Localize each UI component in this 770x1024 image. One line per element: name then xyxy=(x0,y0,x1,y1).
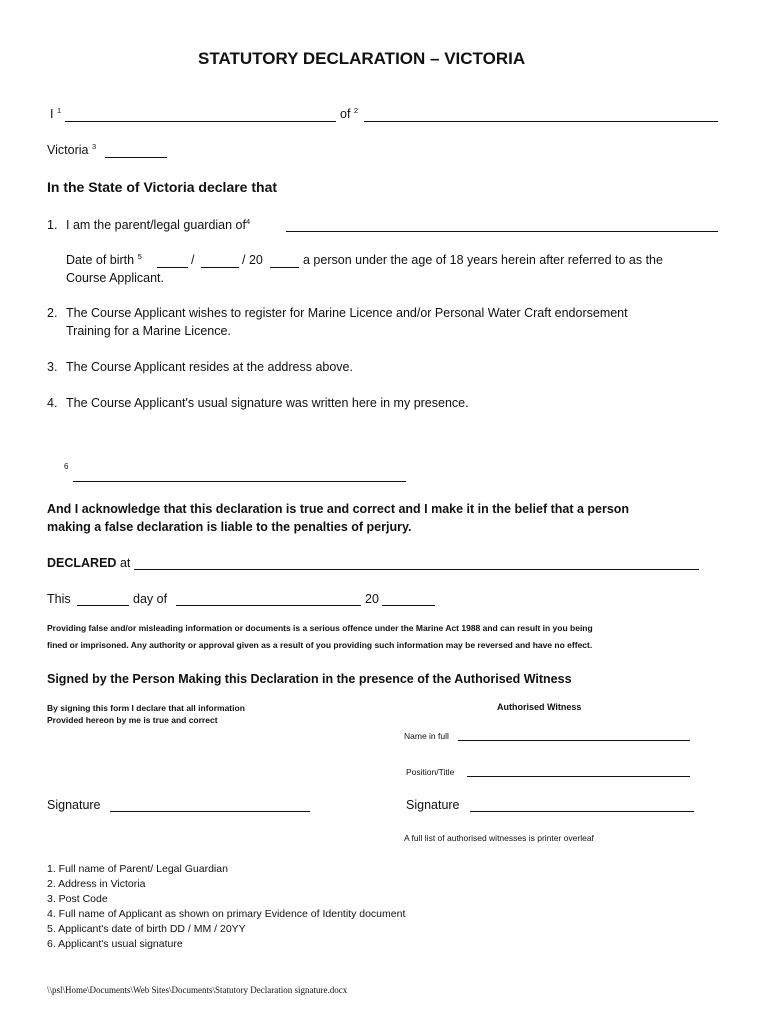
footnote-item: 6. Applicant's usual signature xyxy=(47,938,183,950)
signed-heading: Signed by the Person Making this Declaration in the presence of the Authorised Witness xyxy=(47,672,572,686)
witness-position-input-line[interactable] xyxy=(467,776,690,777)
footnote-item: 4. Full name of Applicant as shown on primary Evidence of Identity document xyxy=(47,908,406,920)
item-2-number: 2. xyxy=(47,306,58,320)
postcode-input-line[interactable] xyxy=(105,157,167,158)
witness-signature-label: Signature xyxy=(406,798,460,812)
witness-heading: Authorised Witness xyxy=(497,702,582,712)
dob-slash-1: / xyxy=(191,253,195,267)
victoria-label: Victoria $^3$ xyxy=(47,142,97,157)
by-signing-text-b: Provided hereon by me is true and correct xyxy=(47,715,218,725)
by-signing-text-a: By signing this form I declare that all information xyxy=(47,703,245,713)
footnotes-list xyxy=(47,862,405,952)
i-label: I $^1$ xyxy=(50,106,62,121)
footnote-item: 1. Full name of Parent/ Legal Guardian xyxy=(47,863,228,875)
footnote-item: 2. Address in Victoria xyxy=(47,878,146,890)
applicant-signature-line[interactable] xyxy=(73,481,406,482)
witness-list-note: A full list of authorised witnesses is printer overleaf xyxy=(404,833,594,843)
month-input-line[interactable] xyxy=(176,605,361,606)
of-label: of $^2$ xyxy=(340,106,359,121)
year-input-line[interactable] xyxy=(382,605,435,606)
dob-tail-text-2: Course Applicant. xyxy=(66,271,164,285)
file-path: \\psl\Home\Documents\Web Sites\Documents\Statutory Declaration signature.docx xyxy=(47,985,348,995)
dob-slash-2: / 20 xyxy=(242,253,263,267)
witness-signature-line[interactable] xyxy=(470,811,694,812)
name-in-full-label: Name in full xyxy=(404,731,449,741)
declarant-signature-line[interactable] xyxy=(110,811,310,812)
this-label: This xyxy=(47,592,71,606)
item-3-text: The Course Applicant resides at the address above. xyxy=(66,360,353,374)
witness-name-input-line[interactable] xyxy=(458,740,690,741)
warning-text-b: fined or imprisoned. Any authority or approval given as a result of you providing such information may be reversed and have no effect. xyxy=(47,640,593,650)
footnote-marker-3: 3 xyxy=(91,142,97,151)
item-1-text: I am the parent/legal guardian $of^4$ xyxy=(66,217,251,232)
year-prefix-label: 20 xyxy=(365,592,379,606)
dob-day-input-line[interactable] xyxy=(157,267,188,268)
declared-at-input-line[interactable] xyxy=(134,569,699,570)
state-heading: In the State of Victoria declare that xyxy=(47,179,278,195)
item-4-number: 4. xyxy=(47,396,58,410)
footnote-marker-2: 2 xyxy=(353,106,359,115)
footnote-marker-5: 5 xyxy=(137,252,142,261)
dob-month-input-line[interactable] xyxy=(201,267,239,268)
item-4-text: The Course Applicant's usual signature was written here in my presence. xyxy=(66,396,469,410)
item-2-text-b: Training for a Marine Licence. xyxy=(66,324,231,338)
declarant-signature-label: Signature xyxy=(47,798,101,812)
dob-label: Date of birth $^5$ xyxy=(66,252,142,267)
applicant-name-input-line[interactable] xyxy=(286,231,718,232)
footnote-item: 3. Post Code xyxy=(47,893,108,905)
acknowledge-text-b: making a false declaration is liable to the penalties of perjury. xyxy=(47,520,412,534)
item-2-text-a: The Course Applicant wishes to register for Marine Licence and/or Personal Water Craft endorsement xyxy=(66,306,628,320)
footnote-marker-6: 6 xyxy=(64,462,69,471)
footnote-item: 5. Applicant's date of birth DD / MM / 20YY xyxy=(47,923,246,935)
dob-tail-text: a person under the age of 18 years herein after referred to as the xyxy=(303,253,663,267)
position-title-label: Position/Title xyxy=(406,767,455,777)
footnote-marker-1: 1 xyxy=(56,106,62,115)
address-input-line[interactable] xyxy=(364,121,718,122)
warning-text-a: Providing false and/or misleading information or documents is a serious offence under the Marine Act 1988 and can result in you being xyxy=(47,623,593,633)
day-of-label: day of xyxy=(133,592,168,606)
item-1-number: 1. xyxy=(47,218,58,232)
page-title: STATUTORY DECLARATION – VICTORIA xyxy=(198,49,526,68)
name-input-line[interactable] xyxy=(65,121,336,122)
dob-year-input-line[interactable] xyxy=(270,267,299,268)
declared-label: DECLARED at xyxy=(47,556,131,570)
footnote-marker-4: 4 xyxy=(245,217,251,226)
item-3-number: 3. xyxy=(47,360,58,374)
acknowledge-text-a: And I acknowledge that this declaration is true and correct and I make it in the belief that a person xyxy=(47,502,630,516)
day-input-line[interactable] xyxy=(77,605,129,606)
